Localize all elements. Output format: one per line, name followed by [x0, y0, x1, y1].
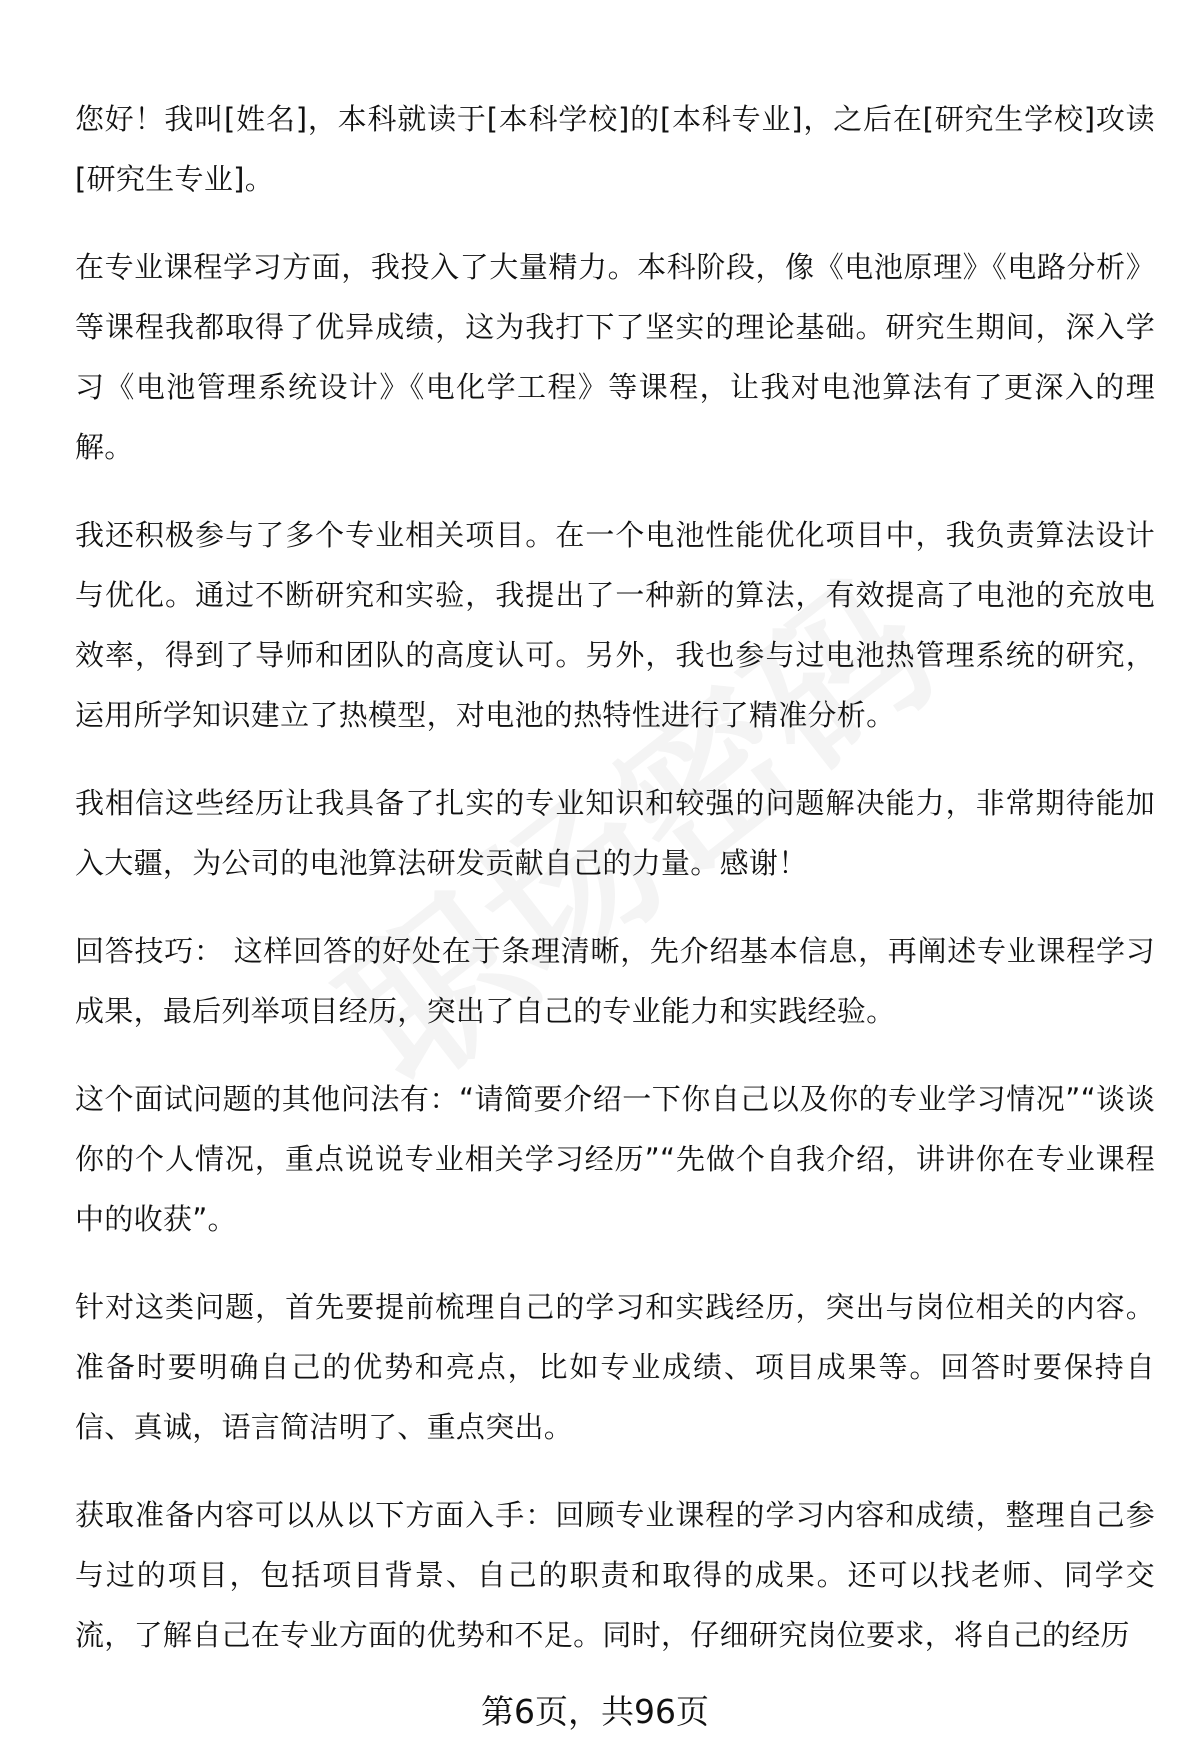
paragraph-projects: 我还积极参与了多个专业相关项目。在一个电池性能优化项目中，我负责算法设计与优化。通过不断研究和实验，我提出了一种新的算法，有效提高了电池的充放电效率，得到了导师和团队的高度认可。另外，我也参与过电池热管理系统的研究，运用所学知识建立了热模型，对电池的热特性进行了精准分析。 — [75, 518, 1155, 732]
paragraph-preparation-advice: 针对这类问题，首先要提前梳理自己的学习和实践经历，突出与岗位相关的内容。准备时要明确自己的优势和亮点，比如专业成绩、项目成果等。回答时要保持自信、真诚，语言简洁明了、重点突出。 — [75, 1290, 1155, 1444]
paragraph-closing: 我相信这些经历让我具备了扎实的专业知识和较强的问题解决能力，非常期待能加入大疆，为公司的电池算法研发贡献自己的力量。感谢！ — [75, 786, 1155, 880]
paragraph-answer-tips: 回答技巧： 这样回答的好处在于条理清晰，先介绍基本信息，再阐述专业课程学习成果，最后列举项目经历，突出了自己的专业能力和实践经验。 — [75, 934, 1155, 1028]
paragraph-courses: 在专业课程学习方面，我投入了大量精力。本科阶段，像《电池原理》《电路分析》等课程我都取得了优异成绩，这为我打下了坚实的理论基础。研究生期间，深入学习《电池管理系统设计》《电化学工程》等课程，让我对电池算法有了更深入的理解。 — [75, 250, 1155, 464]
page-number: 第6页，共96页 — [481, 1692, 709, 1731]
paragraph-preparation-sources: 获取准备内容可以从以下方面入手：回顾专业课程的学习内容和成绩，整理自己参与过的项目，包括项目背景、自己的职责和取得的成果。还可以找老师、同学交流，了解自己在专业方面的优势和不足。同时，仔细研究岗位要求，将自己的经历 — [75, 1498, 1155, 1652]
paragraph-alternate-questions: 这个面试问题的其他问法有：“请简要介绍一下你自己以及你的专业学习情况”“谈谈你的个人情况，重点说说专业相关学习经历”“先做个自我介绍，讲讲你在专业课程中的收获”。 — [75, 1082, 1155, 1236]
document-body — [75, 89, 1155, 1693]
paragraph-intro: 您好！我叫[姓名]，本科就读于[本科学校]的[本科专业]，之后在[研究生学校]攻读[研究生专业]。 — [75, 102, 1155, 196]
